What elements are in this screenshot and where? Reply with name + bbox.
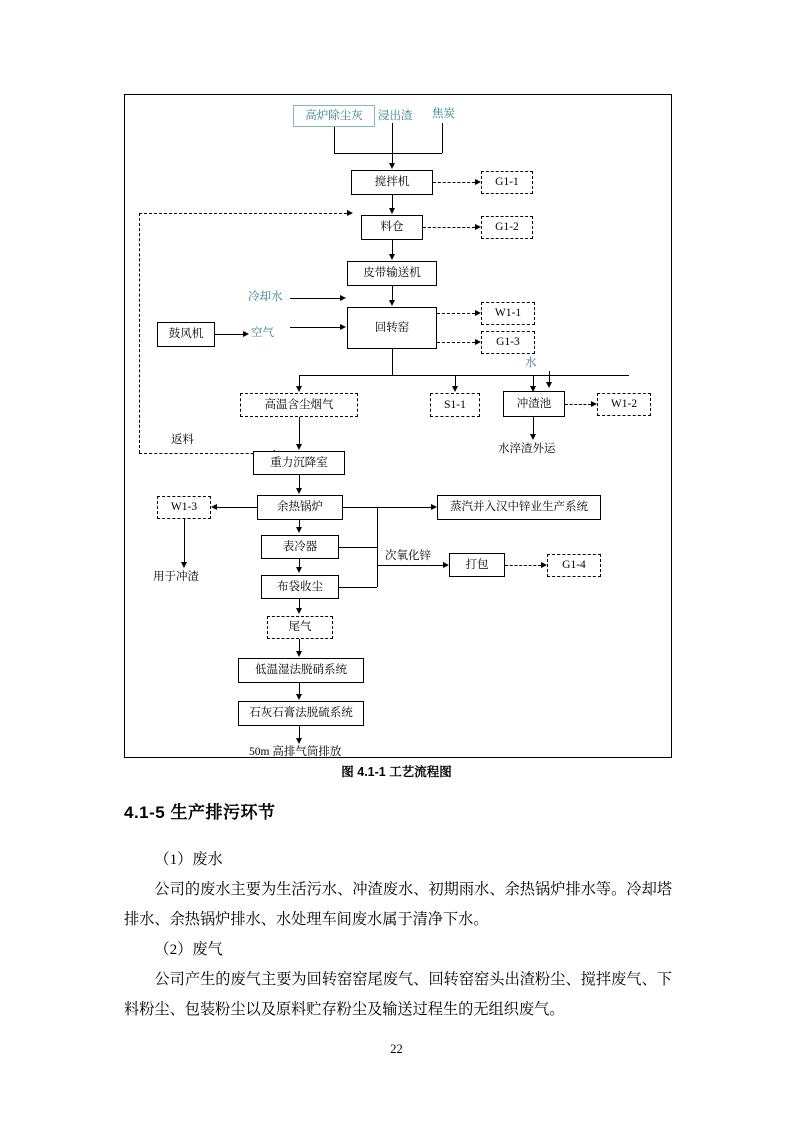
line-cooler-right (339, 547, 377, 548)
node-s1-1: S1-1 (430, 393, 480, 417)
line-kiln-distribute (299, 375, 629, 376)
line-input1-down (334, 127, 335, 153)
line-belt-to-kiln (392, 286, 393, 301)
line-return-v (139, 213, 140, 453)
node-high-temp-flue-gas: 高温含尘烟气 (240, 393, 358, 417)
label-crude-zinc-oxide: 次氧化锌 (385, 550, 431, 562)
line-kiln-to-w11 (437, 313, 475, 314)
node-belt-conveyor: 皮带输送机 (347, 261, 437, 286)
line-pool-down (533, 417, 534, 435)
line-return-top (139, 213, 347, 214)
label-cooling-water: 冷却水 (248, 291, 283, 303)
line-to-zincoxide (377, 565, 443, 566)
node-w1-3: W1-3 (157, 496, 211, 519)
figure-caption: 图 4.1-1 工艺流程图 (341, 765, 452, 779)
arrow-blower-to-air (243, 331, 249, 337)
arrow-denox-to-desulf (296, 694, 302, 700)
process-flow-diagram (124, 94, 672, 758)
arrow-cooler-to-baghouse (296, 567, 302, 573)
line-kiln-down (392, 349, 393, 375)
line-mixer-to-g11 (433, 182, 475, 183)
node-g1-4: G1-4 (547, 554, 601, 577)
node-w1-2: W1-2 (597, 393, 651, 416)
label-coke: 焦炭 (432, 108, 455, 120)
arrow-air-to-kiln (340, 324, 346, 330)
line-blower-to-air (215, 334, 243, 335)
line-baghouse-right (339, 587, 377, 588)
line-silo-to-belt (392, 240, 393, 255)
arrow-water-to-pool (546, 382, 552, 388)
paragraph-waste-gas-body: 公司产生的废气主要为回转窑窑尾废气、回转窑窑头出渣粉尘、搅拌废气、下料粉尘、包装粉尘以及原料贮存粉尘及输送过程生的无组织废气。 (124, 971, 672, 1018)
arrow-pool-down (530, 434, 536, 440)
arrow-to-kiln (389, 300, 395, 306)
node-slag-flushing-pool: 冲渣池 (503, 391, 565, 417)
arrow-fluegas-to-settling (296, 444, 302, 450)
line-boiler-to-w13 (217, 507, 257, 508)
line-w13-down (184, 519, 185, 563)
line-settling-to-boiler (299, 475, 300, 489)
arrow-settling-to-boiler (296, 488, 302, 494)
arrow-to-mixer (389, 163, 395, 169)
paragraph-waste-gas-heading: （2）废气 (154, 941, 223, 958)
node-g1-1: G1-1 (481, 171, 533, 194)
label-air: 空气 (251, 327, 274, 339)
node-low-temp-wet-denitrification: 低温湿法脱硝系统 (238, 658, 364, 683)
arrow-to-silo (389, 208, 395, 214)
node-blast-furnace-dust: 高炉除尘灰 (293, 105, 375, 127)
page-title: 4.1-5 生产排污环节 (124, 803, 276, 822)
node-blower: 鼓风机 (157, 322, 215, 347)
node-tail-gas: 尾气 (267, 616, 333, 639)
node-mixer: 搅拌机 (351, 170, 433, 195)
label-leaching-residue: 浸出渣 (378, 110, 413, 122)
node-w1-1: W1-1 (481, 302, 535, 325)
line-boiler-to-steam (343, 507, 431, 508)
node-packing: 打包 (449, 553, 505, 577)
arrow-desulf-to-stack (296, 738, 302, 744)
arrow-to-belt (389, 254, 395, 260)
node-bag-filter: 布袋收尘 (261, 575, 339, 599)
arrow-return-to-silo (347, 210, 353, 216)
arrow-to-fluegas (296, 386, 302, 392)
arrow-boiler-to-w13 (211, 504, 217, 510)
label-return-material: 返料 (171, 434, 194, 446)
node-g1-2: G1-2 (481, 216, 533, 239)
label-used-for-slag-flushing: 用于冲渣 (153, 571, 199, 583)
diagram-canvas (125, 95, 673, 759)
line-kiln-to-g13 (437, 342, 475, 343)
paragraph-wastewater-heading: （1）废水 (154, 851, 223, 868)
node-gravity-settling-chamber: 重力沉降室 (253, 451, 345, 475)
node-rotary-kiln: 回转窑 (347, 307, 437, 349)
node-g1-3: G1-3 (481, 331, 535, 354)
line-packing-to-g14 (505, 565, 541, 566)
node-silo: 料仓 (361, 215, 423, 240)
arrow-boiler-to-cooler (296, 527, 302, 533)
line-input2-down (392, 123, 393, 153)
line-silo-to-g12 (423, 227, 475, 228)
label-slag-transport: 水淬渣外运 (498, 443, 556, 455)
line-inputs-merge (334, 153, 442, 154)
node-limestone-gypsum-desulfurization: 石灰石膏法脱硫系统 (238, 701, 364, 726)
page-number: 22 (390, 1042, 403, 1056)
node-waste-heat-boiler: 余热锅炉 (257, 495, 343, 520)
label-water: 水 (525, 357, 537, 369)
line-return-h (139, 453, 269, 454)
label-stack-emission: 50m 高排气筒排放 (249, 746, 342, 758)
line-right-bracket (377, 507, 378, 587)
arrow-to-s11 (452, 386, 458, 392)
arrow-baghouse-to-tailgas (296, 608, 302, 614)
line-input3-down (442, 123, 443, 153)
arrow-tailgas-to-denox (296, 651, 302, 657)
arrow-cooling-water (340, 295, 346, 301)
line-air-to-kiln (290, 327, 340, 328)
body-text (124, 845, 672, 1025)
arrow-w13-down (181, 562, 187, 568)
paragraph-wastewater-body: 公司的废水主要为生活污水、冲渣废水、初期雨水、余热锅炉排水等。冷却塔排水、余热锅炉排水、水处理车间废水属于清净下水。 (124, 881, 672, 928)
line-fluegas-to-settling (299, 417, 300, 445)
node-steam-to-production: 蒸汽并入汉中锌业生产系统 (437, 495, 601, 520)
node-surface-cooler: 表冷器 (261, 535, 339, 559)
line-mixer-to-silo (392, 195, 393, 209)
line-pool-to-w12 (565, 404, 591, 405)
line-cooling-water-to-kiln (290, 298, 340, 299)
